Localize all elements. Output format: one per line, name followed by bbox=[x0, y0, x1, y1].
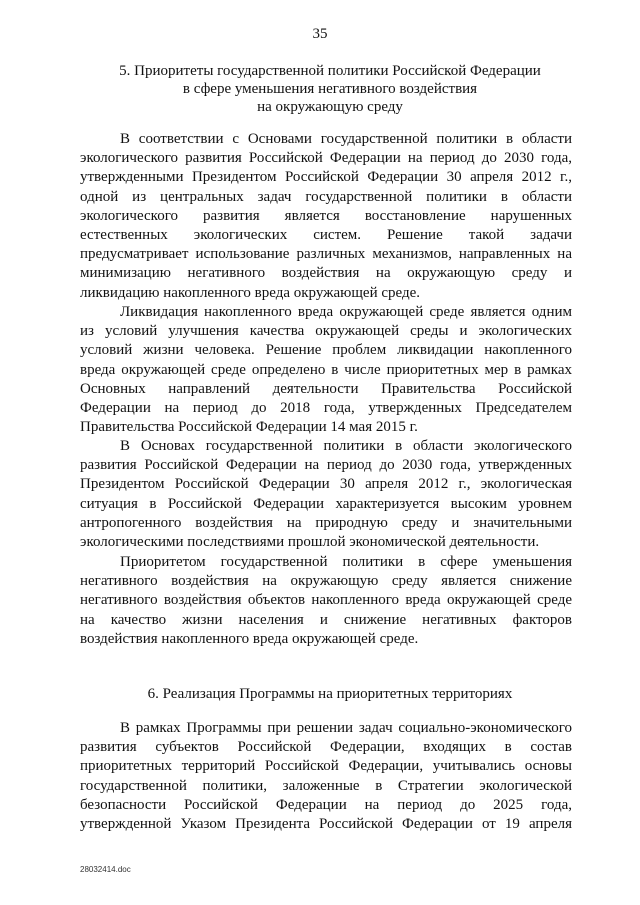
section-5-heading-line: на окружающую среду bbox=[257, 99, 403, 115]
text-line: Правительства Российской Федерации 14 мая 2015 г. bbox=[80, 419, 418, 436]
text-line: В соответствии с Основами государственной политики в области bbox=[120, 131, 572, 147]
text-line: воздействия накопленного вреда окружающей среде. bbox=[80, 630, 419, 647]
text-line: одной из центральных задач государственной политики в области bbox=[80, 188, 572, 205]
text-line: утвержденной Указом Президента Российской Федерации от 19 апреля bbox=[80, 816, 572, 833]
text-line: безопасности Российской Федерации на период до 2025 года, bbox=[80, 796, 572, 813]
text-line: антропогенного воздействия на природную среду и значительными bbox=[80, 514, 572, 531]
text-line: экологического развития Российской Федерации на период до 2030 года, bbox=[80, 150, 572, 167]
text-line: экологическими последствиями прошлой экономической деятельности. bbox=[80, 534, 540, 551]
text-line: вреда окружающей среде определено в числе приоритетных мер в рамках bbox=[80, 361, 572, 378]
text-line: естественных экологических систем. Решение такой задачи bbox=[80, 227, 572, 244]
section-6-heading bbox=[80, 685, 580, 703]
text-line: Ликвидация накопленного вреда окружающей среде является одним bbox=[120, 304, 572, 320]
text-line: В рамках Программы при решении задач социально-экономического bbox=[120, 720, 572, 736]
text-line: развития субъектов Российской Федерации, входящих в состав bbox=[80, 739, 572, 756]
text-line: В Основах государственной политики в области экологического bbox=[120, 438, 572, 454]
section-5-heading-line: 5. Приоритеты государственной политики Российской Федерации bbox=[119, 63, 541, 79]
text-line: утвержденными Президентом Российской Федерации 30 апреля 2012 г., bbox=[80, 169, 572, 186]
text-line: ситуация в Российской Федерации характеризуется высоким уровнем bbox=[80, 495, 572, 512]
text-line: негативного воздействия на окружающую среду является снижение bbox=[80, 573, 572, 590]
text-line: Президентом Российской Федерации 30 апреля 2012 г., экологическая bbox=[80, 476, 572, 493]
text-line: развития Российской Федерации на период до 2030 года, утвержденных bbox=[80, 457, 572, 474]
text-line: Приоритетом государственной политики в сфере уменьшения bbox=[120, 554, 572, 570]
text-line: из условий улучшения качества окружающей среды и экологических bbox=[80, 323, 572, 340]
text-line: Федерации на период до 2018 года, утвержденных Председателем bbox=[80, 400, 572, 417]
text-line: приоритетных территорий Российской Федерации, учитывались основы bbox=[80, 758, 572, 775]
file-name-footer: 28032414.doc bbox=[80, 865, 131, 874]
text-line: экологического развития является восстановление нарушенных bbox=[80, 207, 572, 224]
section-5-paragraph-2 bbox=[80, 303, 572, 437]
text-line: предусматривает использование различных механизмов, направленных на bbox=[80, 246, 572, 263]
text-line: негативного воздействия объектов накопленного вреда окружающей среде bbox=[80, 592, 572, 609]
text-line: ликвидацию накопленного вреда окружающей среде. bbox=[80, 284, 421, 301]
text-line: условий жизни человека. Решение проблем ликвидации накопленного bbox=[80, 342, 572, 359]
page-number: 35 bbox=[312, 26, 328, 42]
section-6-heading-line: 6. Реализация Программы на приоритетных территориях bbox=[147, 686, 513, 702]
text-line: Основных направлений деятельности Правительства Российской bbox=[80, 380, 572, 397]
section-5-paragraph-1 bbox=[80, 130, 572, 303]
text-line: на качество жизни населения и снижение негативных факторов bbox=[80, 611, 572, 628]
section-5-paragraph-4 bbox=[80, 553, 572, 649]
section-5-paragraph-3 bbox=[80, 437, 572, 552]
section-5-heading-line: в сфере уменьшения негативного воздействия bbox=[182, 81, 478, 97]
text-line: государственной политики, заложенные в Стратегии экологической bbox=[80, 777, 572, 794]
section-5-heading bbox=[80, 62, 580, 116]
text-line: минимизацию негативного воздействия на окружающую среду и bbox=[80, 265, 572, 282]
section-6-paragraph-1 bbox=[80, 719, 572, 834]
